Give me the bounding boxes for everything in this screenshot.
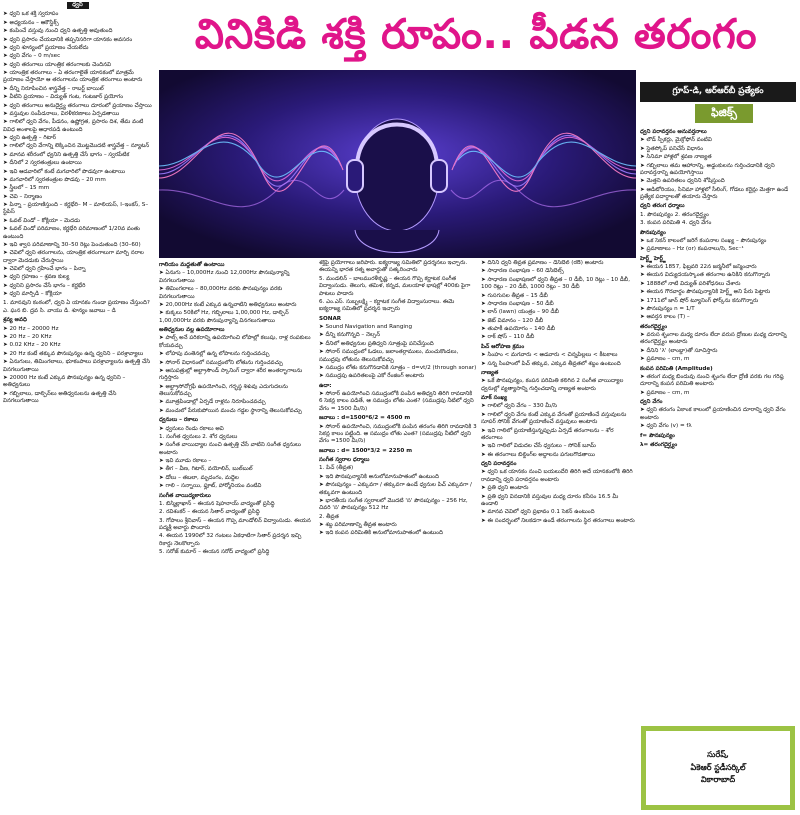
text-line: ➤ దీన్ని నిరూపించిన శాస్త్రవేత్త – రాబర్ట్‌ బాయిల్‌	[3, 85, 104, 92]
text-line: ➤ పౌనఃపున్యం – ఎక్కువగా / తక్కువగా ఉండే ధ్వనుల పిచ్‌ ఎక్కువగా / తక్కువగా ఉంటుంది	[319, 482, 472, 496]
text-line: ➤ ప్రతి ధ్వని వినడానికి వస్తువుల మధ్య దూరం కనీసం 16.5 మీ ఉండాలి	[481, 493, 619, 507]
text-line: ➤ ధ్వని తరంగాలు యాంత్రిక తరంగాలకు చెందినవి	[3, 61, 112, 68]
text-line: 1. సంగీత ధ్వనులు 2. శోర ధ్వనులు	[159, 433, 238, 440]
text-line: SONAR	[319, 315, 342, 322]
text-line: ➤ సింహం < మగవారు < ఆడవారు < చిన్నపిల్లలు < కీటకాలు	[481, 352, 618, 359]
column-text	[3, 11, 152, 405]
text-line: ➤ మెత్తని ఉపరితలం ధ్వనిని శోషిస్తుంది	[640, 178, 725, 185]
text-line: పిచ్‌ ఆరోహణ క్రమం	[481, 343, 525, 350]
text-line: ➤ భారతీయ సంగీత స్వరాలలో మొదటి 'స' పౌనఃపున్యం – 256 Hz, చివరి 'స' పౌనఃపున్యం 512 Hz	[319, 497, 468, 512]
text-line: ➤ గాలిలో ధ్వని వేగం, పీడనం, ఉష్ణోగ్రత, ప్రసారం దిశ, తేమ వంటి వివిధ అంశాలపై ఆధారపడి ఉంటుంది	[3, 119, 144, 133]
sound-wave-art-icon	[159, 70, 636, 258]
text-line: ➤ ధ్వనులు రెండు రకాలు అవి	[159, 425, 224, 432]
text-line: ➤ స్త్రీలలో – 15 mm	[3, 185, 50, 192]
author-box	[641, 726, 795, 810]
text-line: 2. తీవ్రత	[319, 513, 339, 520]
text-line: సంగీత వాయిద్యకారులు	[159, 492, 211, 499]
text-line: కంపన పరిమితి (Amplitude)	[640, 365, 713, 372]
text-line: 1. పిచ్‌ (తీవ్రత)	[319, 465, 354, 472]
right-earcup-icon	[431, 160, 447, 192]
text-line: ➤ 20,000Hz కంటే ఎక్కువ ఉన్నవాటిని అతిధ్వనులు అంటారు	[159, 301, 297, 308]
text-line: ➤ లాన్‌ (lawn) యంత్రం – 90 డీబీ	[481, 309, 559, 316]
text-line: అతిధ్వనుల వల్ల ఉపయోగాలు	[159, 327, 225, 333]
text-line: ➤ మానవ శరీరంలో ధ్వనిని ఉత్పత్తి చేసే భాగం – స్వరపేటిక	[3, 151, 130, 158]
text-line: ➤ జెట్‌ విమానం – 120 డీబీ	[481, 317, 544, 324]
text-line: f= పౌనఃపున్యం	[640, 432, 675, 439]
text-line: ➤ దీనిని ధ్వని తీవ్రత ప్రమాణం – డెసిబెల్‌ (dB) అంటారు	[481, 260, 604, 266]
text-line: ➤ ధ్వని తరంగాలు అనుదైర్ఘ్య తరంగాలు దూరంలో ప్రయాణం చేస్తాయి	[3, 102, 152, 109]
text-line: గాలియం మద్దతుతో ఉంటాయి	[159, 262, 225, 268]
text-line: ➤ సాధారణ సంభాషణ – 50 డీబీ	[481, 300, 554, 307]
text-line: ➤ మంచులో పేరుకుపోయిన మంచు గడ్డల స్థానాన్ని తెలుసుకోవచ్చు	[159, 407, 302, 414]
text-line: ➤ తుపాకీ ఉపయోగం – 140 డీబీ	[481, 326, 556, 332]
text-line: ➤ స్టెతస్కోప్‌ పనిచేసే విధానం	[640, 145, 704, 152]
text-line: ➤ దీన్ని కనుగొన్నది – నెల్సన్‌	[319, 332, 380, 339]
text-line: ➤ ధ్వని వేగం (v) = fλ	[640, 423, 692, 430]
text-line: ➤ గబ్బిలాలు తమ ఆహారాన్ని, అడ్డంకులను గుర్తించడానికి ధ్వని పరావర్తనాన్ని ఉపయోగిస్తాయి	[640, 162, 775, 176]
text-line: ➤ ధ్వని ఒక యానకం నుంచి బయలుదేరి తిరిగి అదే యానకంలోకి తిరిగి రావడాన్ని ధ్వని పరావర్తనం అంటారు	[481, 469, 633, 483]
text-line: ➤ ఇది కంపన పరిమితికి అనులోమానుపాతంలో ఉంటుంది	[319, 530, 443, 537]
text-line: ➤ సోనార్‌ విధానంలో సముద్రంలోని లోతును గుర్తించవచ్చు	[159, 359, 283, 366]
text-line: నాణ్యత	[481, 369, 499, 376]
text-line: ➤ ఈయన గౌరవార్థం పౌనఃపున్యానికి హెర్ట్జ్‌ అని పేరు పెట్టారు	[640, 289, 771, 296]
text-line: 1. బిస్మిల్లాఖాన్‌ – ఈయన షెహనాయ్‌ వాద్యంతో ప్రసిద్ధి	[159, 500, 275, 507]
text-line: ➤ లౌడ్‌ స్పీకర్లు, మైక్రోఫోన్‌ వంటివి	[640, 137, 712, 144]
text-line: ➤ ఆవర్తన కాలం (T) –	[640, 314, 690, 321]
text-line: ➤ ఇవి గాలిలో ప్రయాణిస్తున్నప్పుడు ఏర్పడే తరంగాలను – శోర తరంగాలు	[481, 427, 614, 441]
text-line: ➤ గాలి – సన్నాయి, ఫ్లూట్‌, హార్మోనియం వంటివి	[159, 483, 262, 490]
text-line: ➤ గబ్బిలాలు, డాల్ఫిన్‌లు అతిధ్వనులను ఉత్పత్తి చేసి వినగలుగుతాయి	[3, 390, 117, 404]
text-line: ➤ ఏనుగులు, తిమింగలాలు, భూకంపాలు పరశ్రావ్యాలను ఉత్పత్తి చేసి వినగలుగుతాయి	[3, 359, 151, 373]
text-line: పౌనఃపున్యం	[640, 229, 666, 236]
text-line: ➤ మూత్రపిండాల్లో ఏర్పడే రాళ్లను నిరూపించవచ్చు	[159, 399, 266, 406]
column-loudness	[481, 260, 636, 812]
text-line: ➤ డోలు – తబలా, మృదంగం, మద్దెల	[159, 474, 239, 481]
text-line: ➤ 1711లో జాన్‌ షోర్‌ ట్యూనింగ్‌ ఫోర్క్‌ను కనుగొన్నారు	[640, 297, 759, 304]
text-line: ధ్వని పరావర్తనం అనువర్తనాలు	[640, 129, 707, 135]
text-line: ➤ లోహపు వంతెనల్లో ఉన్న లోపాలను గుర్తించవచ్చు	[159, 351, 270, 358]
text-line: మాక్‌ సంఖ్య	[481, 395, 508, 401]
text-line: ➤ తీగ – వీణ, గిటార్‌, వయోలిన్‌, బుల్‌బుల్‌	[159, 466, 253, 473]
text-line: ➤ 20000 Hz కంటే ఎక్కువ పౌనఃపున్యం ఉన్న ధ్వనిని – అతిధ్వనులు	[3, 374, 126, 389]
text-line: ➤ రాక్‌ షోస్‌ – 110 డీబీ	[481, 334, 535, 341]
text-line: ➤ యాంత్రిక తరంగాలు – ఏ తరంగాలైతే యానకంలో మాత్రమే ప్రయాణం చేస్తాయో ఆ తరంగాలను యాంత్రిక తరంగాలు అంటారు	[3, 70, 143, 84]
text-line: ➤ సోనార్‌ ఉపయోగించి, సముద్రంలోకి పంపిన తరంగం తిరిగి రావడానికి 3 సెకన్ల కాలం పట్టింది. ఆ సముద్రం లోతు ఎంత? (సముద్రపు నీటిలో ధ్వని వేగం =1500 మీ/సె)	[319, 423, 477, 445]
text-line: ➤ ధ్వని ఒక శక్తి స్వరూపం	[3, 11, 59, 18]
text-line: శ్రవ్య అవధి	[3, 317, 27, 324]
text-line: ➤ వస్తువుల సంపీడనాలు, విరళీకరణాలు ఏర్పడతాయి	[3, 110, 120, 117]
text-line: ➤ మగవారిలో స్వరతంత్రుల పొడవు – 20 mm	[3, 176, 106, 183]
text-line: ➤ Sound Navigation and Ranging	[319, 324, 413, 330]
headline: వినికిడి శక్తి రూపం.. పీడన తరంగం	[194, 9, 758, 58]
text-line: ➤ పాల్స్‌ అనే పరికరాన్ని ఉపయోగించి లోపాల్లో కలుషు, రాళ్ల రంపకులు కోయవచ్చు	[159, 335, 311, 349]
text-line: ➤ ధ్వని ఉత్పత్తి – గిటార్‌	[3, 135, 57, 141]
author-designation: ఏకెఆర్‌ స్టడీసర్కిల్‌	[690, 762, 746, 772]
text-line: λ= తరంగదైర్ఘ్యం	[640, 441, 678, 448]
text-line: ➤ ధ్వని శూన్యంలో ప్రయాణం చేయలేదు	[3, 44, 89, 51]
text-line: ➤ దీనిని 'λ' (లాంబ్డా)తో సూచిస్తారు	[640, 347, 718, 354]
column-wave-properties	[640, 127, 797, 723]
text-line: ➤ దీనిలో అతిధ్వనుల ప్రతిధ్వని సూత్రంపై పనిచేస్తుంది	[319, 340, 434, 347]
text-line: ➤ 20 Hz – 20 KHz	[3, 334, 52, 340]
text-line: ➤ సోనార్‌ సముద్రంలో ఓడలు, జలాంతర్గాములు, మంచుకొండలు, సముద్రపు లోతును తెలుసుకోవచ్చు	[319, 349, 459, 363]
text-line: ➤ సముద్రపు ఉపరితలంపై ఎకో రేంజింగ్‌ అంటారు	[319, 373, 425, 380]
text-line: ➤ ప్రతి ధ్వని అంటారు	[481, 485, 529, 492]
text-line: 2. రవిశంకర్‌ – ఈయన సితార్‌ వాద్యంతో ప్రసిద్ధి	[159, 509, 260, 516]
text-line: ➤ వరుస శృంగాల మధ్య దూరం లేదా వరుస ద్రోణుల మధ్య దూరాన్ని తరంగదైర్ఘ్యం అంటారు	[640, 332, 787, 346]
author-name: సురేష్‌,	[707, 749, 729, 759]
text-line: ధ్వని తరంగ ధర్మాలు	[640, 203, 685, 210]
subject-label: ఫిజిక్స్‌	[695, 104, 753, 123]
exam-special-header: గ్రూప్‌-డి, ఆర్‌ఆర్‌బీ ప్రత్యేకం	[640, 82, 796, 102]
text-line: ➤ ఇవి ఆడవారిలో కంటే మగవారిలో పొడవుగా ఉంటాయి	[3, 168, 126, 175]
text-line: ➤ ఓవల్‌ విండో పరిమాణం, కర్ణభేరి పరిమాణంలో 1/20వ వంతు ఉంటుంది	[3, 226, 140, 240]
text-line: ➤ ఆడిటోరియం, సినిమా హాళ్లలో సీలింగ్‌, గోడలు కర్టెన్లు మెత్తగా ఉండే ప్రత్యేక పదార్థాలతో తయారు చేస్తారు	[640, 186, 789, 200]
text-line: ధ్వని వేగం	[640, 399, 663, 405]
text-line: ➤ ధ్వనిని ప్రసారం చేసే భాగం – కర్ణభేరి	[3, 282, 86, 289]
text-line: ➤ ధ్వని గ్రహణం – శ్రవణ కుల్య	[3, 274, 70, 281]
text-line: ➤ ధ్వని మార్పిడి – కోక్లియా	[3, 291, 62, 298]
text-line: ➤ మానవ చెవిలో ధ్వని ప్రభావం 0.1 సెకన్‌ ఉంటుంది	[481, 509, 595, 516]
text-line: ➤ ప్రమాణం – cm, m	[640, 356, 690, 363]
column-text	[159, 262, 315, 557]
text-line: ➤ ఇవి గాలిలో విడుదల చేసే ధ్వనులు – సోనిక్‌ బూమ్‌	[481, 443, 596, 450]
text-line: ➤ ఈయన విద్యుదయస్కాంత తరంగాల ఉనికిని కనుగొన్నారు	[640, 272, 771, 279]
text-line: ➤ ప్రమాణం – cm, m	[640, 389, 690, 396]
text-line: సంగీత స్వరాల ధర్మాలు	[319, 457, 370, 463]
text-line: ➤ గాలిలో ధ్వని వేగం – 330 మీ/సె	[481, 403, 558, 410]
text-line: హెర్ట్జ్‌ హెర్ట్జ్‌	[640, 255, 666, 262]
text-line: ➤ 1888లో నాటి విద్యుత్‌ పరిశోధనలు చేశారు	[640, 280, 741, 287]
text-line: 5. మండలిన్‌ – బాలమురళీకృష్ణ – ఈయన గొప్ప కర్ణాటక సంగీత విద్వాంసుడు. తెలుగు, తమిళ, కన్నడ, మలయాళ భాషల్లో 400కు పైగా పాటలు పాడారు	[319, 275, 471, 297]
text-line: ➤ ఇవి శ్వాస పరిమాణాన్ని 30–50 రెట్లు పెంచుతుంది (30–60)	[3, 241, 141, 248]
text-line: ధ్వనులు – రకాలు	[159, 417, 198, 424]
text-line: శక్తిపై ప్రయోగాలు జరిపారు. ఐక్యరాజ్య సమితిలో ప్రదర్శనలు ఇచ్చారు. ఈయన్ని భారత రత్న అవార్డుతో సత్కరించారు	[319, 260, 468, 274]
column-ultrasound	[159, 260, 315, 812]
author-place: వికారాబాద్‌	[700, 775, 736, 785]
text-line: ➤ ధ్వని వేగం – 0 m/sec	[3, 53, 61, 60]
text-line: తరంగదైర్ఘ్యం	[640, 323, 668, 330]
text-line: ➤ గాలిలో ధ్వని వేగం కంటే ఎక్కువ వేగంతో ప్రయాణించే వస్తువులను సూపర్‌ సోనిక్‌ వేగంతో ప్రయాణించే వస్తువులు అంటారు	[481, 411, 627, 426]
text-line: ➤ 20 Hz – 20000 Hz	[3, 325, 59, 332]
text-line: ➤ ఈ తరంగాలు బిల్డింగ్‌ల అద్దాలను పగులగొడతాయి	[481, 451, 595, 458]
text-line: ➤ వీటిని ప్రయాణం – విద్యుత్‌ గంట, గంటజార్‌ ప్రయోగం	[3, 94, 124, 101]
text-line: ➤ పౌనఃపున్యం n = 1/T	[640, 305, 695, 312]
text-line: ➤ 20 Hz కంటే తక్కువ పౌనఃపున్యం ఉన్న ధ్వనిని – పరశ్రావ్యాలు	[3, 350, 144, 357]
text-line: ➤ ఇది పౌనఃపున్యానికి అనులోమానుపాతంలో ఉంటుంది	[319, 473, 439, 480]
text-line: ➤ ఈయన 1857, ఫిబ్రవరి 22న జర్మనీలో జన్మించారు	[640, 264, 757, 270]
text-line: ➤ ఈ సందర్భంలో నిలకడగా ఉండే తరంగాలను స్థిర తరంగాలు అంటారు	[481, 517, 635, 524]
text-line: ➤ చెవి – నిర్మాణం	[3, 193, 43, 200]
column-sonar	[319, 260, 477, 812]
text-line: ➤ తిమింగలాలు – 80,000Hz వరకు పౌనఃపున్యం వరకు వినగలుగుతాయి	[159, 286, 283, 300]
text-line: 6. ఎం.ఎస్‌. సుబ్బలక్ష్మి – కర్ణాటక సంగీత విద్వాంసురాలు. ఈమె ఐక్యరాజ్య సమితిలో ప్రదర్శన ఇచ్చారు	[319, 298, 455, 313]
text-line: ➤ అధ్యయనం – ఆకౌస్టిక్స్‌	[3, 19, 59, 26]
text-line: ➤ శబ్ద పరిమాణాన్ని తీవ్రత అంటారు	[319, 522, 397, 528]
text-line: ➤ ఒక సెకన్‌ కాలంలో జరిగే కంపనాల సంఖ్య – పౌనఃపున్యం	[640, 237, 767, 244]
text-line: ➤ చెవిలో ధ్వని గ్రహించే భాగం – పిన్నా	[3, 266, 86, 272]
text-line: ➤ సముద్రం లోతు కనుగొనడానికి సూత్రం – d=vt/2 (through sonar)	[319, 364, 477, 371]
text-line: జవాబు : d=1500*6/2 = 4500 m	[319, 415, 411, 422]
text-line: ➤ కంపించే వస్తువు నుంచి ధ్వని ఉత్పత్తి అవుతుంది	[3, 28, 113, 35]
left-earcup-icon	[347, 160, 363, 192]
headphones-sound-wave-illustration	[159, 70, 636, 258]
column-text	[481, 260, 636, 525]
text-line: ➤ సోనార్‌ ఉపయోగించి సముద్రంలోకి పంపిన అతిధ్వని తిరిగి రావడానికి 6 సెకన్ల కాలం పడితే, ఆ సముద్రం లోతు ఎంత? (సముద్రపు నీటిలో ధ్వని వేగం = 1500 మీ/సె)	[319, 391, 474, 412]
text-line: 1. మానవుని కంఠంలో, ధ్వని ఏ యానకం గుండా ప్రయాణం చేస్తుంది?	[3, 299, 150, 306]
text-line: ➤ దీనిలో 2 స్వరతంత్రులు ఉంటాయి	[3, 160, 82, 167]
text-line: ➤ ఆసుపత్రుల్లో అల్ట్రాసౌండ్‌ స్కానింగ్‌ ద్వారా శరీర అంతర్భాగాలను గుర్తిస్తారు	[159, 367, 303, 382]
text-line: ➤ పిన్నా – ప్రయాణిస్తుంది – కర్ణభేరి– M – మాలియస్‌, I–ఇంకస్‌, S–స్టేపిస్‌	[3, 202, 149, 216]
text-line: ➤ ఓవల్‌ విండో – కోక్లియా – మెదడు	[3, 217, 81, 224]
column-text	[319, 260, 477, 538]
text-line: ➤ 0.02 KHz – 20 KHz	[3, 342, 61, 349]
text-line: 3. గోపాలం శ్రీనివాస్‌ – ఈయన గొప్ప మాండోలిన్‌ విద్వాంసుడు. ఈయన పద్మశ్రీ అవార్డు పొందారు	[159, 517, 311, 531]
text-line: 5. సరోజ్‌ కుమార్‌ – ఈయన సరోద్‌ వాద్యంలో ప్రసిద్ధి	[159, 549, 270, 556]
text-line: 1. పౌనఃపున్యం 2. తరంగదైర్ఘ్యం	[640, 211, 709, 218]
text-line: ➤ సాధారణ సంభాషణ – 60 డెసిబెల్స్‌	[481, 268, 564, 275]
text-line: ➤ కుక్కలు 50కిలో Hz, గబ్బిలాలు 1,00,000 Hz, డాల్ఫిన్‌ 1,00,000Hz వరకు పౌనఃపున్యాన్ని వినగలుగుతాయి	[159, 310, 289, 324]
text-line: ➤ తరంగ మధ్య బిందువు నుంచి శృంగం లేదా ద్రోణి వరకు గల గరిష్ఠ దూరాన్ని కంపన పరిమితి అంటారు	[640, 373, 784, 388]
text-line: 4. ఈయన 1990లో 32 గంటలు ఏకధాటిగా సితార్‌ ప్రదర్శన ఇచ్చి రికార్డు నెలకొల్పారు	[159, 533, 302, 547]
text-line: 3. కంపన పరిమితి 4. ధ్వని వేగం	[640, 220, 712, 227]
text-line: ➤ సినిమా హాళ్లలో శ్రవణ నాణ్యత	[640, 154, 712, 161]
text-line: ఉదా:	[319, 382, 332, 389]
text-line: ➤ సన్న సింహంలో పిచ్‌ తక్కువ, ఎక్కువ తీవ్రతలో శబ్దం ఉంటుంది	[481, 360, 621, 367]
text-line: ➤ ఒకే పౌనఃపున్యం, కంపన పరిమితి కలిగిన 2 సంగీత వాయిద్యాల ధ్వనుల్లో వ్యత్యాసాన్ని గుర్తించడాన్ని నాణ్యత అంటారు	[481, 378, 624, 392]
text-line: ➤ ఇవి మూడు రకాలు –	[159, 458, 212, 464]
text-line: ➤ ఏనుగు – 10,000Hz నుంచి 12,000Hz పౌనఃపున్యాన్ని వినగలుగుతాయి	[159, 270, 290, 284]
section-tag: ధ్వని	[67, 2, 89, 9]
column-sound-basics	[3, 2, 152, 812]
text-line: ➤ చెవిలో ధ్వని తరంగాలను, యాంత్రిక తరంగాలుగా మార్చి నరాల ద్వారా మెదడుకు చేరుస్తాయి	[3, 250, 144, 264]
text-line: జవాబు : d= 1500*3/2 = 2250 m	[319, 447, 413, 454]
text-line: ఎ. ఘన బి. ద్రవ సి. వాయు డి. శూన్యం జవాబు – డి	[3, 307, 116, 314]
text-line: ధ్వని పరావర్తనం	[481, 461, 517, 467]
text-line: ➤ ధ్వని తరంగం ఏకాంక కాలంలో ప్రయాణించిన దూరాన్ని ధ్వని వేగం అంటారు	[640, 407, 786, 421]
column-text	[640, 129, 797, 449]
text-line: ➤ గుసగుసల తీవ్రత – 15 డీబీ	[481, 292, 548, 299]
text-line: ➤ గాలిలో ధ్వని వేగాన్ని లెక్కించిన మొట్టమొదటి శాస్త్రవేత్త – న్యూటన్‌	[3, 143, 150, 150]
text-line: ➤ అల్ట్రాసోనోగ్రఫీ ఉపయోగించి, గర్భస్థ శిశువు ఎదుగుదలను తెలుసుకోవచ్చు	[159, 383, 288, 397]
text-line: ➤ ధ్వని ప్రసారం చేయడానికి తప్పనిసరిగా యానకం అవసరం	[3, 36, 133, 43]
text-line: ➤ సంగీత వాయిద్యాల నుంచి ఉత్పత్తి చేసే వాటిని సంగీత ధ్వనులు అంటారు	[159, 442, 301, 456]
text-line: ➤ సాధారణ సంభాషణలో ధ్వని తీవ్రత – 0 డీబీ, 10 రెట్లు – 10 డీబీ, 100 రెట్లు – 20 డీబీ, 1000 రెట్లు – 30 డీబీ	[481, 276, 631, 291]
text-line: ➤ ప్రమాణాలు – Hz (or) కంపనాలు/సె, Sec⁻¹	[640, 246, 744, 253]
